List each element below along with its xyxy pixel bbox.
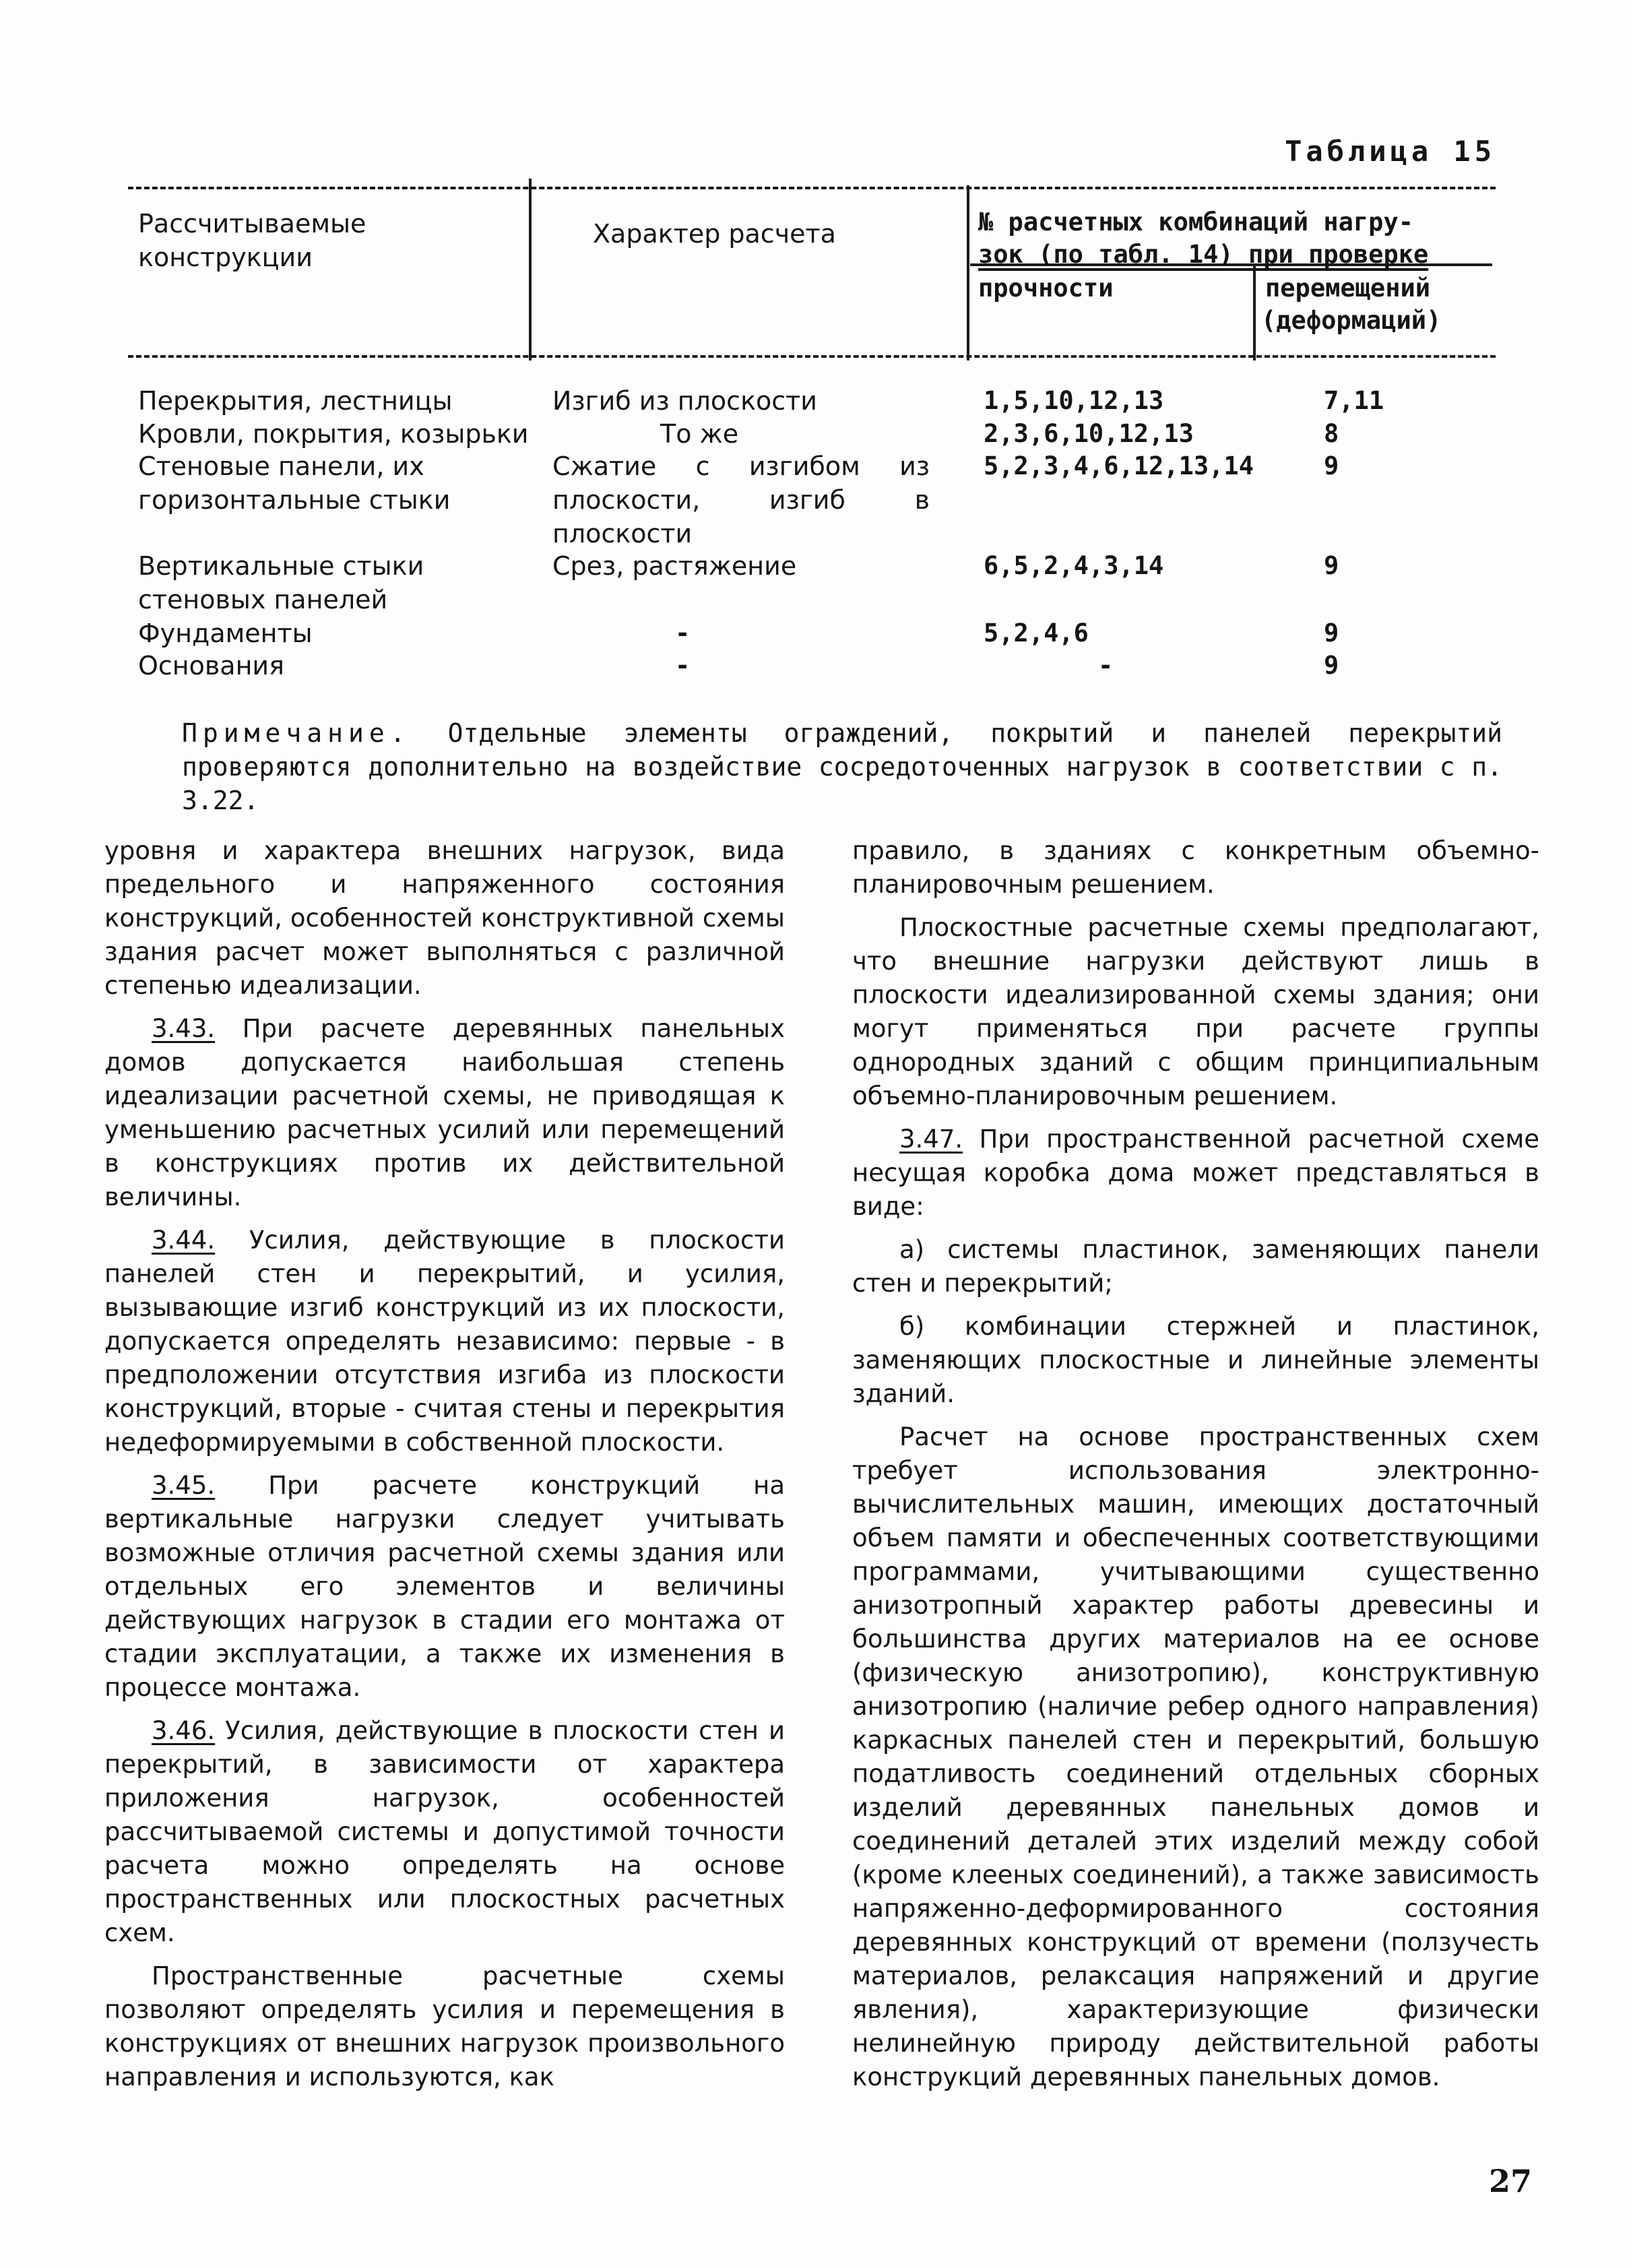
header-displacement-2: (деформаций) <box>1261 306 1442 335</box>
row6-calc: - <box>675 651 691 680</box>
note-label: Примечание. <box>182 718 411 748</box>
clause-text: Усилия, действующие в плоскости панелей стен и перекрытий, и усилия, вызывающие изгиб конструкций из их плоскости, допускается определять независимо: первые - в предположении отсутствия изгиба из плоскости конструкций, вторые - считая стены и перекрытия недеформируемыми в собственной плоскости. <box>104 1226 785 1457</box>
clause-text: Усилия, действующие в плоскости стен и перекрытий, в зависимости от характера приложения нагрузок, особенностей рассчитываемой системы и допустимой точности расчета можно определять на основе пространственных или плоскостных расчетных схем. <box>104 1716 785 1947</box>
right-paragraph-5: Расчет на основе пространственных схем требует использования электронно-вычислительных машин, имеющих достаточный объем памяти и обеспеченных соответствующими программами, учитывающими существенно анизотропный характер работы древесины и большинства других материалов на ее основе (физическую анизотропию), конструктивную анизотропию (наличие ребер одного направления) каркасных панелей стен и перекрытий, большую податливость соединений отдельных сборных изделий деревянных панельных домов и соединений деталей этих изделий между собой (кроме клееных соединений), а также зависимость напряженно-деформированного состояния деревянных конструкций от времени (ползучесть материалов, релаксация напряжений и другие явления), характеризующие физически нелинейную природу действительной работы конструкций деревянных панельных домов. <box>852 1422 1539 2091</box>
header-separator-1 <box>529 179 532 360</box>
clause-number: 3.47. <box>899 1125 963 1154</box>
clause-number: 3.46. <box>152 1716 216 1745</box>
header-bottom-rule <box>128 355 1496 358</box>
row3-strength: 5,2,3,4,6,12,13,14 <box>984 451 1254 480</box>
row5-displacement: 9 <box>1324 619 1339 648</box>
left-paragraph-5: Пространственные расчетные схемы позволяют определять усилия и перемещения в конструкциях от внешних нагрузок произвольного направления и используются, как <box>104 1961 785 2091</box>
right-paragraph-1: Плоскостные расчетные схемы предполагают, что внешние нагрузки действуют лишь в плоскости идеализированной схемы здания; они могут применяться при расчете группы однородных зданий с общим принципиальным объемно-планировочным решением. <box>852 913 1539 1110</box>
page-number: 27 <box>1489 2163 1533 2199</box>
row3-structure: Стеновые панели, их горизонтальные стыки <box>138 451 451 515</box>
clause-number: 3.43. <box>152 1014 216 1043</box>
note-text: Отдельные элементы ограждений, покрытий и панелей перекрытий проверяются дополнительно на воздействие сосредоточенных нагрузок в соответствии с п. 3.22. <box>182 718 1502 815</box>
clause-text: При расчете деревянных панельных домов допускается наибольшая степень идеализации расчетной схемы, не приводящая к уменьшению расчетных усилий или перемещений в конструкциях против их действительной величины. <box>104 1014 785 1211</box>
row1-structure: Перекрытия, лестницы <box>138 386 453 416</box>
table-top-rule <box>128 187 1496 189</box>
list-item-a: а) системы пластинок, заменяющих панели стен и перекрытий; <box>852 1235 1539 1298</box>
right-column <box>852 834 1539 2104</box>
row5-structure: Фундаменты <box>138 619 313 648</box>
list-item-b: б) комбинации стержней и пластинок, заменяющих плоскостные и линейные элементы зданий. <box>852 1312 1539 1408</box>
clause-3-45 <box>104 1469 785 1705</box>
row1-strength: 1,5,10,12,13 <box>984 386 1164 415</box>
table-title: Таблица 15 <box>1285 135 1496 168</box>
header-combinations-2: зок (по табл. 14) при проверке <box>978 240 1429 269</box>
clause-number: 3.45. <box>152 1471 216 1500</box>
clause-3-46 <box>104 1714 785 1950</box>
header-separator-2 <box>967 185 969 360</box>
clause-text: При расчете конструкций на вертикальные нагрузки следует учитывать возможные отличия расчетной схемы здания или отдельных его элементов и величины действующих нагрузок в стадии его монтажа от стадии эксплуатации, а также их изменения в процессе монтажа. <box>104 1471 785 1702</box>
header-displacement-1: перемещений <box>1265 274 1431 303</box>
row2-structure: Кровли, покрытия, козырьки <box>138 419 529 449</box>
header-structures: Рассчитываемые конструкции <box>138 209 366 272</box>
left-paragraph-0: уровня и характера внешних нагрузок, вида предельного и напряженного состояния конструкций, особенностей конструктивной схемы здания расчет может выполняться с различной степенью идеализации. <box>104 836 785 1000</box>
row5-calc: - <box>675 619 691 648</box>
header-strength: прочности <box>978 274 1114 303</box>
row4-displacement: 9 <box>1324 551 1339 580</box>
loads-table <box>128 179 1496 697</box>
left-column <box>104 834 785 2104</box>
header-separator-3 <box>1253 265 1256 360</box>
header-calc-type: Характер расчета <box>593 219 836 249</box>
header-combinations-1: № расчетных комбинаций нагру- <box>978 208 1414 237</box>
row4-structure: Вертикальные стыки стеновых панелей <box>138 551 424 615</box>
row5-strength: 5,2,4,6 <box>984 619 1089 648</box>
row1-calc: Изгиб из плоскости <box>552 386 817 416</box>
row4-calc: Срез, растяжение <box>552 551 797 581</box>
row2-calc: То же <box>660 419 739 449</box>
row6-strength: - <box>1098 651 1114 680</box>
clause-3-44 <box>104 1224 785 1459</box>
row6-displacement: 9 <box>1324 651 1339 680</box>
row4-strength: 6,5,2,4,3,14 <box>984 551 1164 580</box>
row2-displacement: 8 <box>1324 419 1339 448</box>
clause-3-43 <box>104 1012 785 1214</box>
row3-displacement: 9 <box>1324 451 1339 480</box>
clause-number: 3.44. <box>152 1226 216 1255</box>
clause-text: При пространственной расчетной схеме несущая коробка дома может представляться в виде: <box>852 1125 1539 1221</box>
table-note <box>182 716 1502 817</box>
right-paragraph-0: правило, в зданиях с конкретным объемно-планировочным решением. <box>852 836 1539 899</box>
clause-3-47 <box>852 1123 1539 1224</box>
row2-strength: 2,3,6,10,12,13 <box>984 419 1194 448</box>
row1-displacement: 7,11 <box>1324 386 1384 415</box>
row3-calc: Сжатие с изгибом из плоскости, изгиб в плоскости <box>552 451 930 548</box>
row6-structure: Основания <box>138 651 284 681</box>
